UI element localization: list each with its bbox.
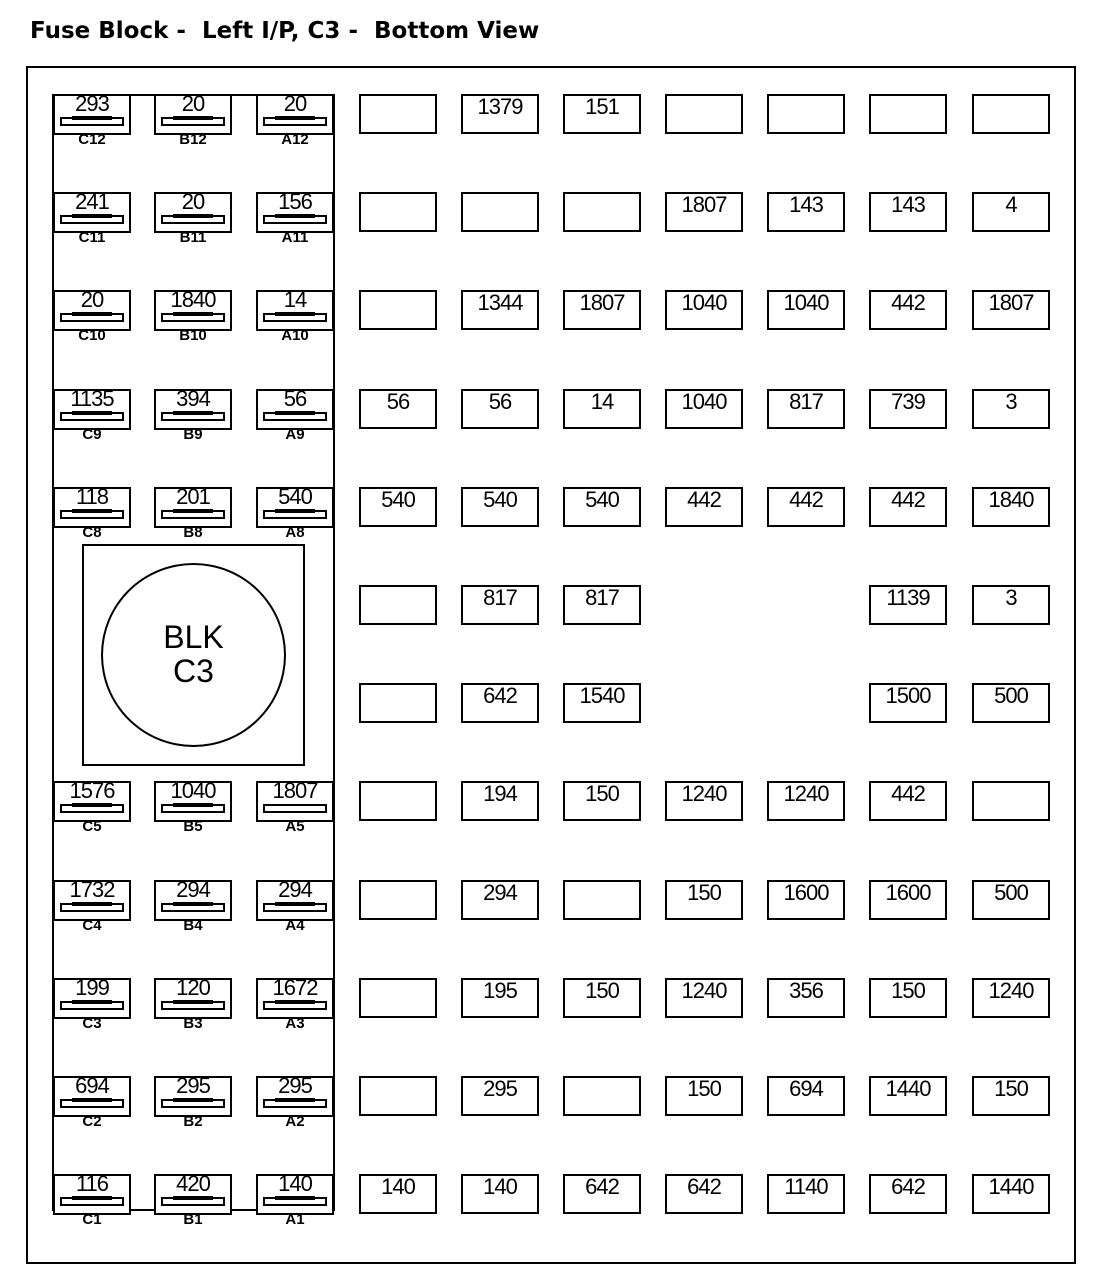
terminal-pin-label: C3	[82, 1015, 102, 1032]
terminal-pin-label: B9	[183, 426, 203, 443]
terminal-circuit-number: 20	[283, 91, 307, 116]
cavity-r9-c7: 500	[972, 880, 1050, 920]
terminal-slot	[161, 1099, 225, 1108]
terminal-circuit-number: 294	[176, 877, 210, 902]
cavity-r7-c2: 642	[461, 683, 539, 723]
terminal-circuit-number: 1135	[70, 386, 114, 411]
cavity-r7-c3: 1540	[563, 683, 641, 723]
terminal-pin-label: C10	[78, 327, 106, 344]
terminal-contact	[275, 411, 315, 415]
terminal-pin-label: A4	[285, 917, 305, 934]
cavity-r2-c4: 1807	[665, 192, 743, 232]
terminal-slot	[161, 804, 225, 813]
terminal-pin-label: B3	[183, 1015, 203, 1032]
terminal-pin-label: C5	[82, 818, 102, 835]
cavity-r6-c7: 3	[972, 585, 1050, 625]
terminal-b5	[154, 778, 232, 822]
connector-id: C3	[173, 653, 214, 689]
terminal-circuit-number: 420	[176, 1171, 210, 1196]
terminal-contact	[173, 312, 213, 316]
cavity-r12-c4: 642	[665, 1174, 743, 1214]
cavity-r12-c2: 140	[461, 1174, 539, 1214]
cavity-r4-c2: 56	[461, 389, 539, 429]
terminal-circuit-number: 1672	[272, 975, 318, 1000]
terminal-contact	[72, 509, 112, 513]
terminal-slot	[60, 412, 124, 421]
cavity-r7-c1	[359, 683, 437, 723]
diagram-title: Fuse Block - Left I/P, C3 - Bottom View	[30, 18, 540, 44]
terminal-contact	[275, 1196, 315, 1200]
terminal-circuit-number: 120	[176, 975, 210, 1000]
terminal-b11	[154, 189, 232, 233]
terminal-pin-label: A9	[285, 426, 305, 443]
terminal-a10	[256, 287, 334, 331]
cavity-r5-c6: 442	[869, 487, 947, 527]
terminal-circuit-number: 118	[75, 484, 109, 509]
cavity-r2-c7: 4	[972, 192, 1050, 232]
terminal-c12	[53, 91, 131, 135]
terminal-a2	[256, 1073, 334, 1117]
cavity-r6-c1	[359, 585, 437, 625]
terminal-pin-label: A8	[285, 524, 305, 541]
cavity-r12-c6: 642	[869, 1174, 947, 1214]
cavity-r1-c3: 151	[563, 94, 641, 134]
terminal-circuit-number: 1576	[69, 778, 115, 803]
cavity-r11-c3	[563, 1076, 641, 1116]
terminal-b1	[154, 1171, 232, 1215]
cavity-r10-c3: 150	[563, 978, 641, 1018]
terminal-slot	[263, 804, 327, 813]
cavity-r11-c6: 1440	[869, 1076, 947, 1116]
cavity-r3-c7: 1807	[972, 290, 1050, 330]
terminal-contact	[173, 1196, 213, 1200]
cavity-r8-c2: 194	[461, 781, 539, 821]
terminal-contact	[72, 1000, 112, 1004]
terminal-contact	[173, 411, 213, 415]
cavity-r12-c3: 642	[563, 1174, 641, 1214]
terminal-slot	[263, 1099, 327, 1108]
cavity-r3-c6: 442	[869, 290, 947, 330]
terminal-circuit-number: 20	[181, 91, 205, 116]
terminal-b8	[154, 484, 232, 528]
cavity-r3-c1	[359, 290, 437, 330]
terminal-circuit-number: 1040	[170, 778, 216, 803]
terminal-slot	[60, 1099, 124, 1108]
terminal-a8	[256, 484, 334, 528]
terminal-a5	[256, 778, 334, 822]
cavity-r11-c2: 295	[461, 1076, 539, 1116]
terminal-pin-label: A3	[285, 1015, 305, 1032]
terminal-slot	[161, 313, 225, 322]
terminal-contact	[173, 902, 213, 906]
terminal-pin-label: C9	[82, 426, 102, 443]
terminal-slot	[161, 1197, 225, 1206]
terminal-circuit-number: 1807	[272, 778, 318, 803]
terminal-circuit-number: 295	[176, 1073, 210, 1098]
cavity-r9-c2: 294	[461, 880, 539, 920]
terminal-circuit-number: 694	[75, 1073, 109, 1098]
terminal-slot	[263, 117, 327, 126]
terminal-slot	[60, 215, 124, 224]
terminal-slot	[263, 1001, 327, 1010]
cavity-r3-c4: 1040	[665, 290, 743, 330]
cavity-r8-c6: 442	[869, 781, 947, 821]
terminal-circuit-number: 293	[75, 91, 109, 116]
cavity-r10-c7: 1240	[972, 978, 1050, 1018]
cavity-r4-c5: 817	[767, 389, 845, 429]
terminal-slot	[60, 117, 124, 126]
terminal-slot	[60, 1197, 124, 1206]
terminal-pin-label: C4	[82, 917, 102, 934]
connector-label	[101, 620, 286, 688]
terminal-slot	[161, 117, 225, 126]
cavity-r12-c7: 1440	[972, 1174, 1050, 1214]
terminal-contact	[275, 1000, 315, 1004]
cavity-r2-c6: 143	[869, 192, 947, 232]
cavity-r10-c1	[359, 978, 437, 1018]
cavity-r6-c3: 817	[563, 585, 641, 625]
terminal-slot	[161, 510, 225, 519]
cavity-r5-c1: 540	[359, 487, 437, 527]
cavity-r1-c7	[972, 94, 1050, 134]
cavity-r5-c7: 1840	[972, 487, 1050, 527]
terminal-slot	[263, 510, 327, 519]
terminal-slot	[263, 215, 327, 224]
terminal-contact	[173, 214, 213, 218]
cavity-r7-c7: 500	[972, 683, 1050, 723]
terminal-circuit-number: 540	[278, 484, 312, 509]
terminal-pin-label: C1	[82, 1211, 102, 1228]
terminal-circuit-number: 14	[283, 287, 307, 312]
terminal-circuit-number: 1732	[69, 877, 115, 902]
terminal-a4	[256, 877, 334, 921]
terminal-c11	[53, 189, 131, 233]
connector-color: BLK	[163, 619, 224, 655]
cavity-r4-c1: 56	[359, 389, 437, 429]
terminal-a3	[256, 975, 334, 1019]
terminal-contact	[72, 116, 112, 120]
terminal-circuit-number: 140	[278, 1171, 312, 1196]
terminal-b10	[154, 287, 232, 331]
cavity-r4-c6: 739	[869, 389, 947, 429]
terminal-slot	[161, 412, 225, 421]
cavity-r8-c1	[359, 781, 437, 821]
terminal-contact	[173, 509, 213, 513]
cavity-r4-c4: 1040	[665, 389, 743, 429]
cavity-r9-c3	[563, 880, 641, 920]
terminal-contact	[72, 1098, 112, 1102]
terminal-pin-label: B1	[183, 1211, 203, 1228]
terminal-slot	[263, 313, 327, 322]
cavity-r4-c3: 14	[563, 389, 641, 429]
cavity-r10-c4: 1240	[665, 978, 743, 1018]
terminal-pin-label: A10	[281, 327, 309, 344]
terminal-pin-label: A1	[285, 1211, 305, 1228]
terminal-pin-label: B11	[179, 229, 207, 246]
terminal-slot	[263, 1197, 327, 1206]
terminal-circuit-number: 20	[181, 189, 205, 214]
terminal-pin-label: C8	[82, 524, 102, 541]
cavity-r1-c6	[869, 94, 947, 134]
cavity-r8-c5: 1240	[767, 781, 845, 821]
terminal-slot	[161, 1001, 225, 1010]
terminal-b12	[154, 91, 232, 135]
terminal-pin-label: B10	[179, 327, 207, 344]
terminal-contact	[275, 116, 315, 120]
cavity-r5-c5: 442	[767, 487, 845, 527]
cavity-r3-c5: 1040	[767, 290, 845, 330]
terminal-c2	[53, 1073, 131, 1117]
terminal-slot	[60, 804, 124, 813]
cavity-r2-c2	[461, 192, 539, 232]
terminal-pin-label: B2	[183, 1113, 203, 1130]
terminal-circuit-number: 295	[278, 1073, 312, 1098]
cavity-r9-c4: 150	[665, 880, 743, 920]
cavity-r11-c7: 150	[972, 1076, 1050, 1116]
cavity-r1-c5	[767, 94, 845, 134]
terminal-pin-label: B8	[183, 524, 203, 541]
terminal-pin-label: C2	[82, 1113, 102, 1130]
cavity-r10-c2: 195	[461, 978, 539, 1018]
terminal-circuit-number: 156	[278, 189, 312, 214]
terminal-circuit-number: 20	[80, 287, 104, 312]
terminal-contact	[72, 214, 112, 218]
terminal-a11	[256, 189, 334, 233]
terminal-c9	[53, 386, 131, 430]
terminal-pin-label: A5	[285, 818, 305, 835]
terminal-slot	[161, 903, 225, 912]
terminal-c1	[53, 1171, 131, 1215]
terminal-contact	[173, 803, 213, 807]
terminal-slot	[60, 313, 124, 322]
cavity-r12-c5: 1140	[767, 1174, 845, 1214]
cavity-r12-c1: 140	[359, 1174, 437, 1214]
cavity-r5-c2: 540	[461, 487, 539, 527]
terminal-pin-label: B12	[179, 131, 207, 148]
cavity-r11-c4: 150	[665, 1076, 743, 1116]
terminal-slot	[60, 903, 124, 912]
terminal-b3	[154, 975, 232, 1019]
cavity-r2-c1	[359, 192, 437, 232]
cavity-r6-c2: 817	[461, 585, 539, 625]
terminal-a12	[256, 91, 334, 135]
terminal-contact	[72, 902, 112, 906]
terminal-circuit-number: 241	[75, 189, 109, 214]
terminal-contact	[72, 312, 112, 316]
terminal-contact	[275, 509, 315, 513]
cavity-r1-c1	[359, 94, 437, 134]
terminal-c8	[53, 484, 131, 528]
cavity-r7-c6: 1500	[869, 683, 947, 723]
terminal-contact	[275, 902, 315, 906]
cavity-r4-c7: 3	[972, 389, 1050, 429]
terminal-contact	[275, 214, 315, 218]
terminal-contact	[275, 1098, 315, 1102]
terminal-c10	[53, 287, 131, 331]
terminal-pin-label: C12	[78, 131, 106, 148]
cavity-r8-c3: 150	[563, 781, 641, 821]
terminal-contact	[173, 1000, 213, 1004]
terminal-circuit-number: 201	[176, 484, 210, 509]
terminal-contact	[72, 411, 112, 415]
terminal-circuit-number: 394	[176, 386, 210, 411]
terminal-circuit-number: 1840	[170, 287, 216, 312]
terminal-slot	[161, 215, 225, 224]
terminal-circuit-number: 56	[283, 386, 307, 411]
cavity-r9-c6: 1600	[869, 880, 947, 920]
terminal-slot	[60, 1001, 124, 1010]
cavity-r1-c4	[665, 94, 743, 134]
terminal-contact	[72, 1196, 112, 1200]
cavity-r9-c1	[359, 880, 437, 920]
terminal-slot	[263, 903, 327, 912]
terminal-b2	[154, 1073, 232, 1117]
terminal-circuit-number: 294	[278, 877, 312, 902]
terminal-circuit-number: 199	[75, 975, 109, 1000]
terminal-slot	[60, 510, 124, 519]
terminal-pin-label: B5	[183, 818, 203, 835]
terminal-a1	[256, 1171, 334, 1215]
terminal-contact	[72, 803, 112, 807]
cavity-r8-c4: 1240	[665, 781, 743, 821]
cavity-r2-c5: 143	[767, 192, 845, 232]
cavity-r9-c5: 1600	[767, 880, 845, 920]
cavity-r1-c2: 1379	[461, 94, 539, 134]
terminal-c3	[53, 975, 131, 1019]
cavity-r3-c3: 1807	[563, 290, 641, 330]
terminal-pin-label: C11	[78, 229, 106, 246]
terminal-c4	[53, 877, 131, 921]
cavity-r10-c6: 150	[869, 978, 947, 1018]
terminal-pin-label: B4	[183, 917, 203, 934]
terminal-circuit-number: 116	[75, 1171, 109, 1196]
cavity-r2-c3	[563, 192, 641, 232]
terminal-b4	[154, 877, 232, 921]
terminal-pin-label: A2	[285, 1113, 305, 1130]
cavity-r6-c6: 1139	[869, 585, 947, 625]
terminal-contact	[275, 312, 315, 316]
terminal-contact	[173, 1098, 213, 1102]
terminal-slot	[263, 412, 327, 421]
terminal-b9	[154, 386, 232, 430]
cavity-r5-c3: 540	[563, 487, 641, 527]
cavity-r8-c7	[972, 781, 1050, 821]
cavity-r5-c4: 442	[665, 487, 743, 527]
terminal-pin-label: A12	[281, 131, 309, 148]
terminal-pin-label: A11	[281, 229, 309, 246]
cavity-r3-c2: 1344	[461, 290, 539, 330]
cavity-r11-c5: 694	[767, 1076, 845, 1116]
terminal-c5	[53, 778, 131, 822]
terminal-contact	[173, 116, 213, 120]
terminal-a9	[256, 386, 334, 430]
cavity-r10-c5: 356	[767, 978, 845, 1018]
cavity-r11-c1	[359, 1076, 437, 1116]
